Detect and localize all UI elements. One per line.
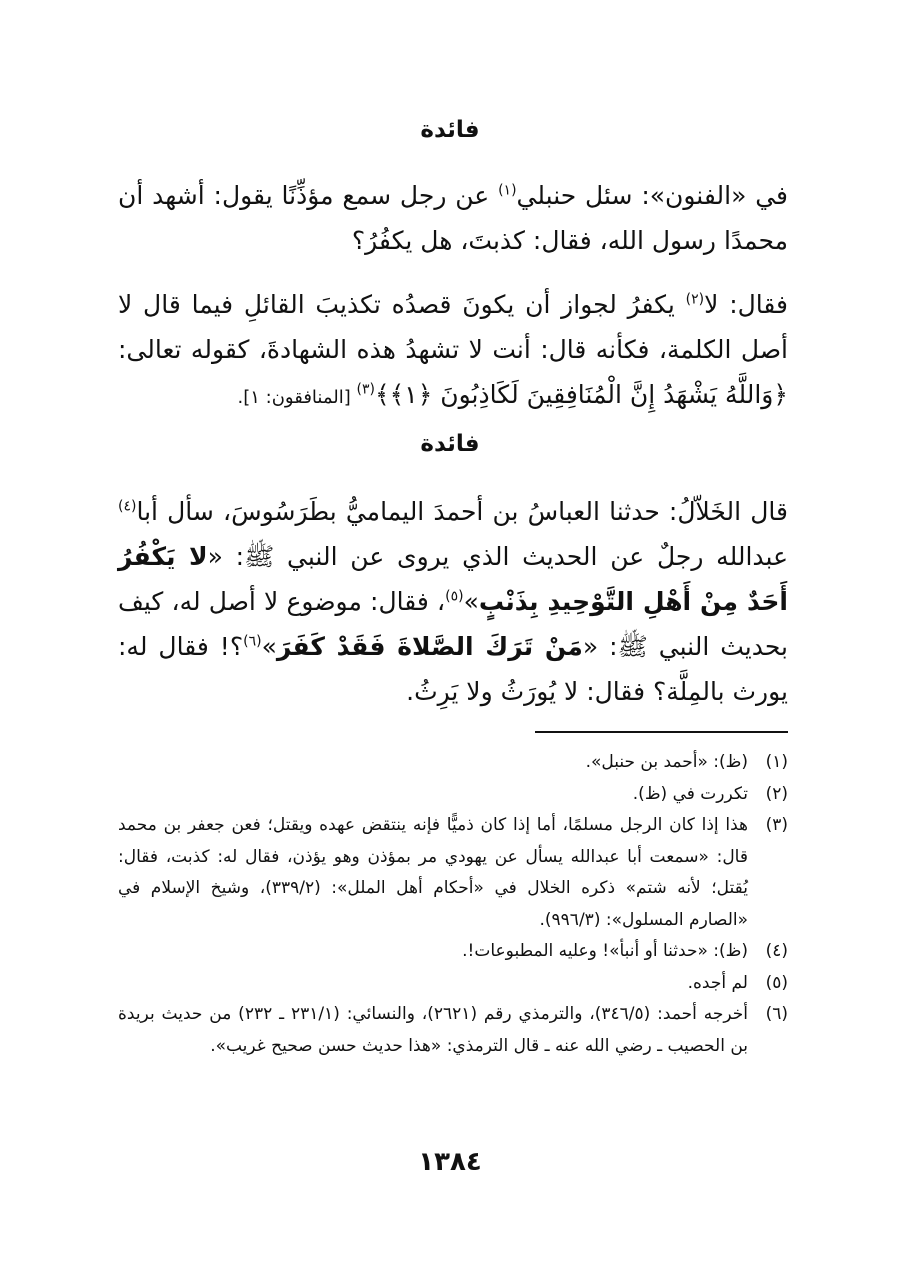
paragraph-text: ، فقال: موضوع لا أصل له، كيف بحديث النبي ﷺ: « xyxy=(118,587,788,661)
footnote-number: (٢) xyxy=(765,783,788,804)
footnote-text: (ظ): «أحمد بن حنبل». xyxy=(585,752,748,772)
footnote-item xyxy=(118,936,788,968)
footnote-text: (ظ): «حدثنا أو أنبأ»! وعليه المطبوعات!. xyxy=(462,941,748,961)
page-number: ١٣٨٤ xyxy=(418,1147,482,1177)
paragraph-answer xyxy=(118,282,788,420)
footnote-number: (٤) xyxy=(765,941,788,961)
footnote-item xyxy=(118,968,788,1000)
footnote-number: (٣) xyxy=(765,815,788,835)
footnote-ref-6: (٦) xyxy=(243,633,262,650)
footnote-item xyxy=(118,999,788,1062)
footnote-ref-4: (٤) xyxy=(118,498,137,515)
paragraph-text: في «الفنون»: سئل حنبلي xyxy=(516,181,788,210)
footnote-text: هذا إذا كان الرجل مسلمًا، أما إذا كان ذميًّا فإنه ينتقض عهده ويقتل؛ فعن جعفر بن محمد قال: «سمعت أبا عبدالله يسأل عن يهودي مر بمؤذن وهو يؤذن، فقال له: كذبت، فقال: يُقتل؛ لأنه شتم» ذكره الخلال في «أحكام أهل الملل»: (٣٣٩/٢)، وشيخ الإسلام في «الصارم المسلول»: (٩٩٦/٣). xyxy=(118,815,748,930)
paragraph-text: قال الخَلاّلُ: حدثنا العباسُ بن أحمدَ اليماميُّ بطَرَسُوسَ، سأل أبا xyxy=(136,497,788,526)
paragraph-text: ؟! فقال له: يورث بالمِلَّة؟ فقال: لا يُورَثُ ولا يَرِثُ. xyxy=(118,632,788,706)
footnote-item xyxy=(118,747,788,779)
paragraph-text: » xyxy=(261,632,277,661)
footnote-divider xyxy=(535,731,788,733)
footnote-ref-5: (٥) xyxy=(445,588,464,605)
footnote-number: (٦) xyxy=(765,1004,788,1024)
footnote-ref-3: (٣) xyxy=(356,381,375,398)
footnote-item xyxy=(118,779,788,811)
footnote-text: تكررت في (ظ). xyxy=(632,783,748,804)
footnote-number: (٥) xyxy=(765,972,788,993)
quran-verse-text: يكفرُ لجواز أن يكونَ قصدُه تكذيبَ القائلِ فيما قال لا أصل الكلمة، فكأنه قال: أنت لا تشهدُ هذه الشهادةَ، كقوله تعالى: ﴿وَاللَّهُ يَشْهَدُ إِنَّ الْمُنَافِقِينَ لَكَاذِبُونَ ﴿١﴾﴾ xyxy=(118,290,788,409)
paragraph-funun xyxy=(118,173,788,263)
paragraph-text: » xyxy=(463,587,479,616)
paragraph-text: عبدالله رجلٌ عن الحديث الذي يروى عن النبي ﷺ: « xyxy=(207,542,788,571)
footnote-ref-2: (٢) xyxy=(685,291,705,308)
paragraph-khallal xyxy=(118,489,788,714)
section-heading-2: فائدة xyxy=(420,431,480,457)
footnotes xyxy=(118,747,788,1062)
section-heading-1: فائدة xyxy=(420,117,480,143)
footnote-text: لم أجده. xyxy=(687,972,748,993)
footnote-item xyxy=(118,810,788,936)
paragraph-text: عن رجل سمع مؤذِّنًا يقول: أشهد أن محمدًا رسول الله، فقال: كذبتَ، هل يكفُرُ؟ xyxy=(118,181,788,255)
footnote-text: أخرجه أحمد: (٣٤٦/٥)، والترمذي رقم (٢٦٢١)، والنسائي: (٢٣١/١ ـ ٢٣٢) من حديث بريدة بن الحصيب ـ رضي الله عنه ـ قال الترمذي: «هذا حديث حسن صحيح غريب». xyxy=(118,1004,748,1056)
hadith-text-2: مَنْ تَرَكَ الصَّلاةَ فَقَدْ كَفَرَ xyxy=(276,632,583,661)
paragraph-text: فقال: لا xyxy=(704,290,788,319)
footnote-ref-1: (١) xyxy=(498,182,517,199)
footnote-number: (١) xyxy=(765,752,788,772)
verse-citation: [المنافقون: ١]. xyxy=(237,387,357,408)
hadith-text-1: لا يَكْفُرُ أَحَدٌ مِنْ أَهْلِ التَّوْحِيدِ بِذَنْبٍ xyxy=(118,542,788,616)
